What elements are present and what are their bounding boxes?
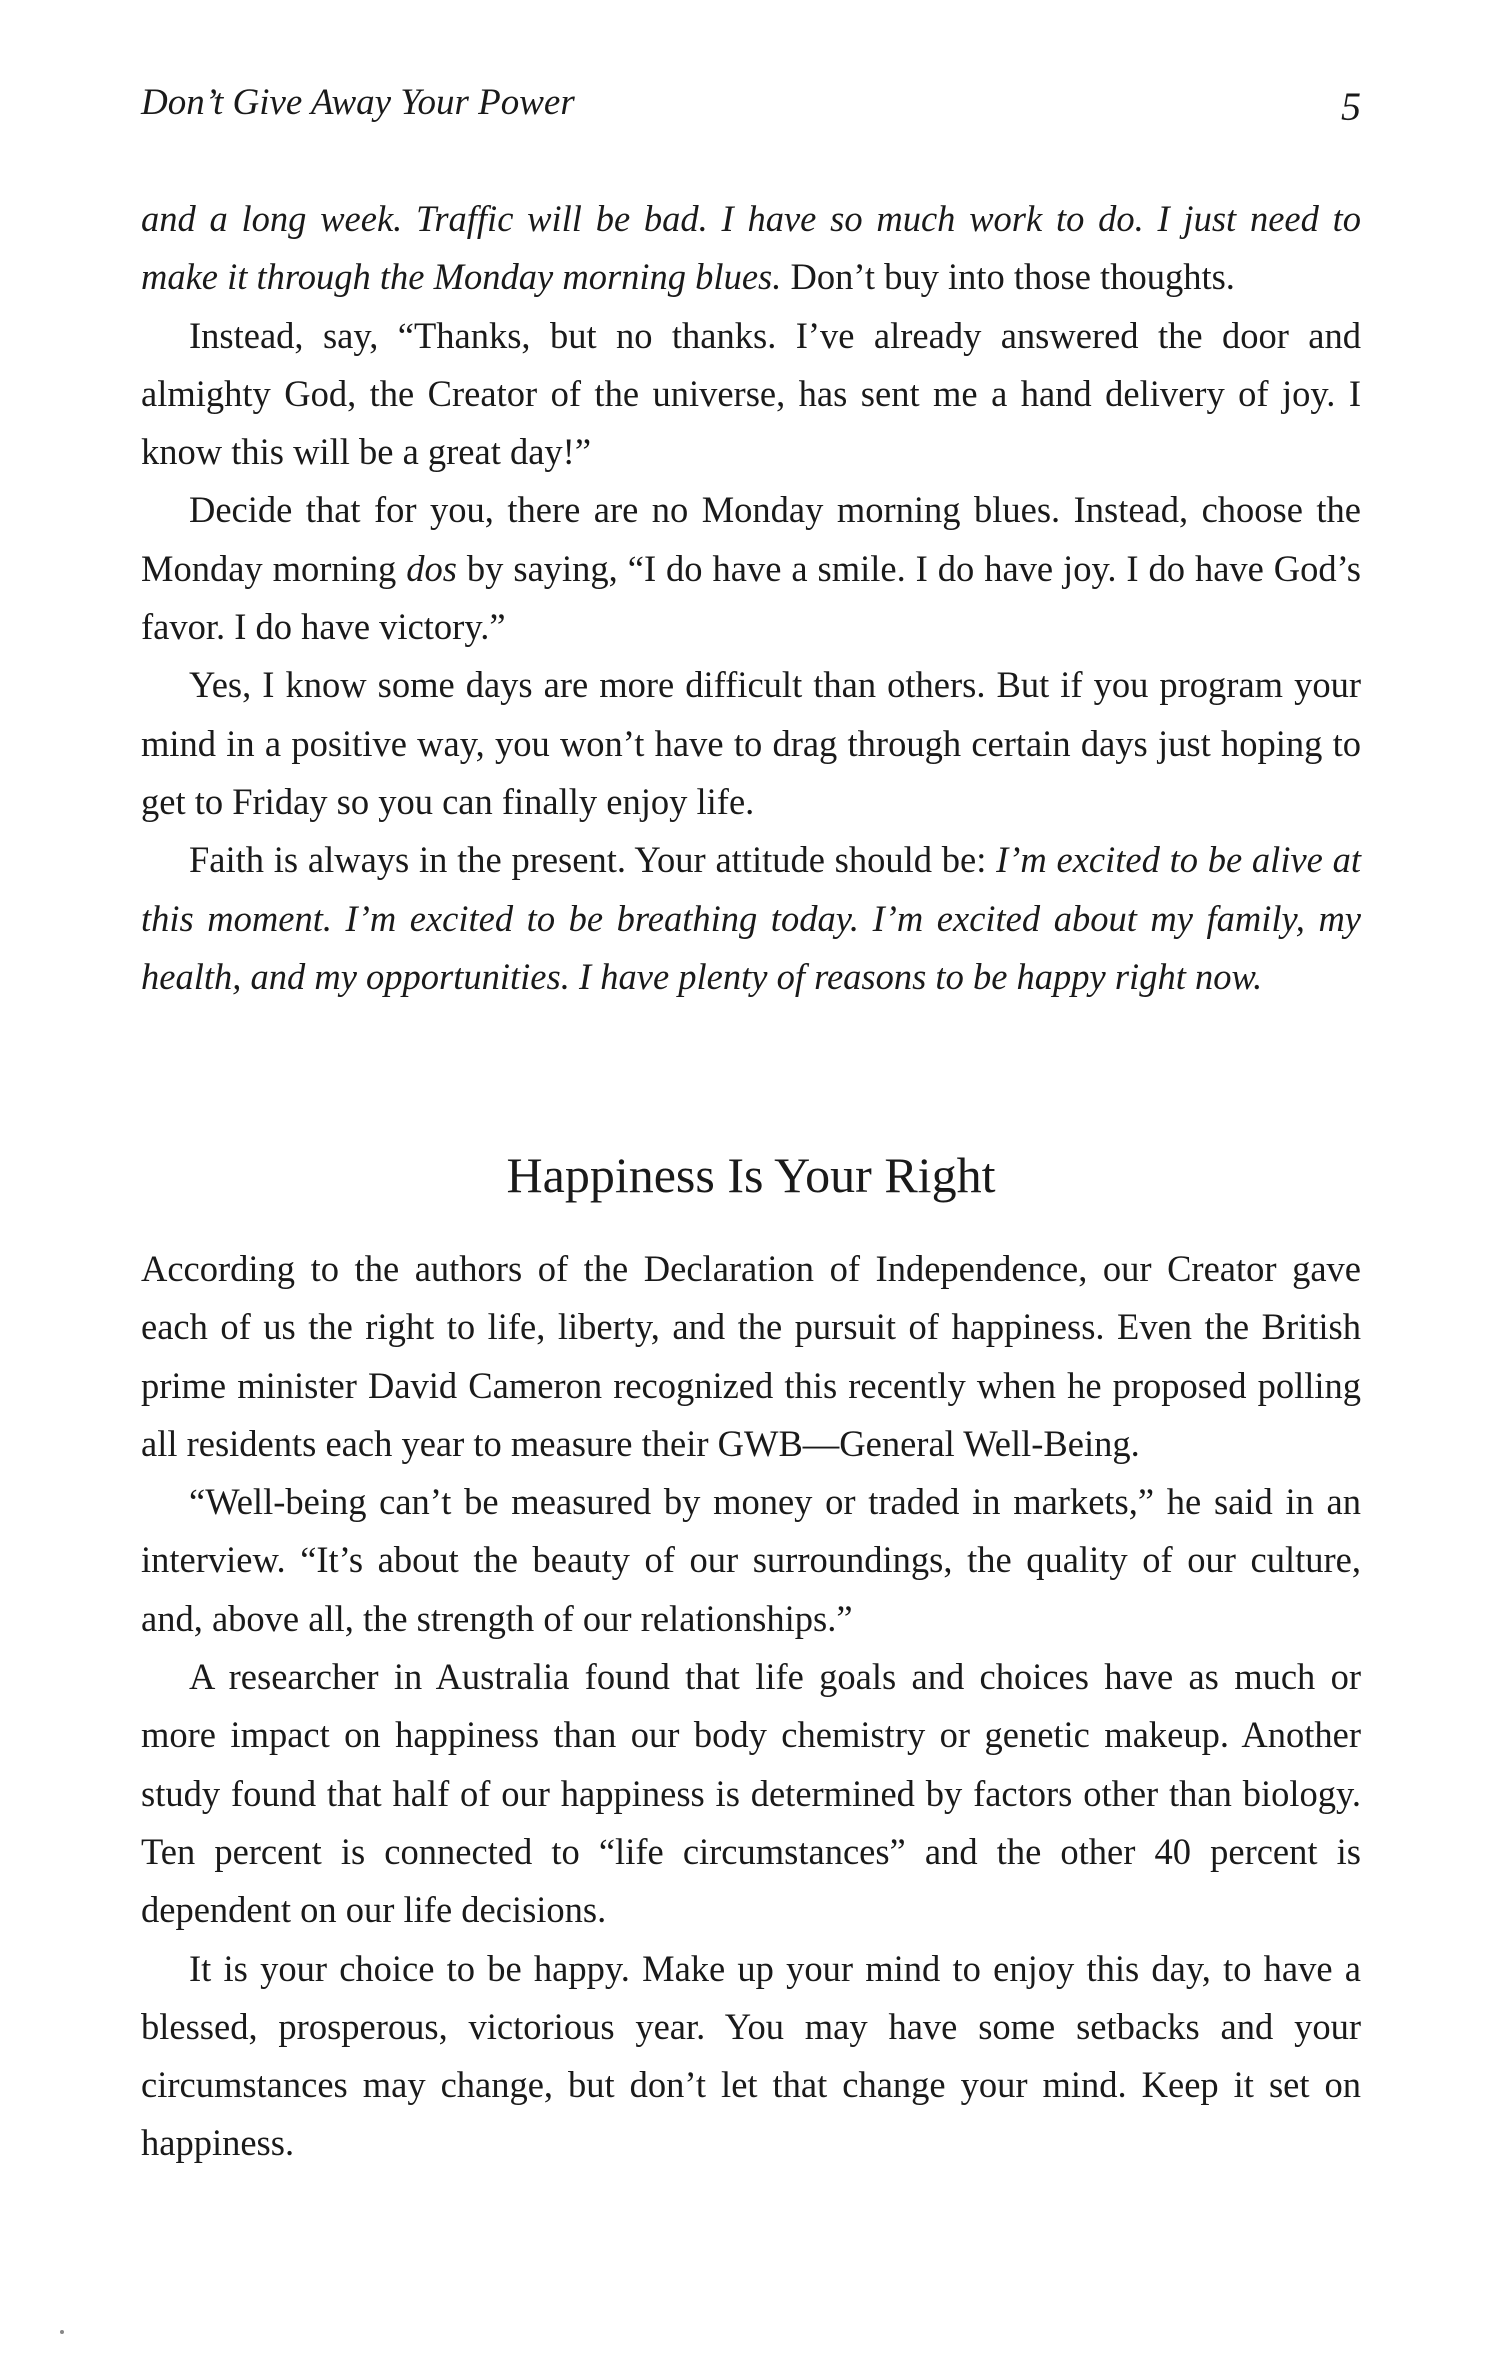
running-title: Don’t Give Away Your Power <box>141 82 575 123</box>
paragraph-text: Faith is always in the present. Your attitude should be: <box>189 839 997 881</box>
section-heading: Happiness Is Your Right <box>506 1147 996 1203</box>
running-header <box>141 78 1361 138</box>
paragraph-text-italic: dos <box>406 547 457 589</box>
paragraph <box>141 656 1361 831</box>
paragraph-text: According to the authors of the Declaration of Independence, our Creator gave each of us the right to life, liberty, and the pursuit of happiness. Even the British prime minister David Cameron recognized this recently when he proposed polling all residents each year to measure their GWB—General Well-Being. <box>141 1248 1361 1464</box>
paragraph <box>141 307 1361 482</box>
paragraph-text: by saying, “I do have a smile. I do have joy. I do have God’s favor. I do have victory.” <box>141 547 1362 648</box>
paragraph <box>141 1940 1361 2173</box>
body-text-bottom <box>141 1240 1361 2173</box>
scan-speck <box>60 2330 64 2334</box>
paragraph-text-italic: and a long week. Traffic will be bad. I have so much work to do. I just need to make it through the Monday morning blues. <box>141 198 1361 298</box>
paragraph <box>141 831 1361 1006</box>
paragraph <box>141 190 1361 307</box>
paragraph-text: Yes, I know some days are more difficult than others. But if you program your mind in a positive way, you won’t have to drag through certain days just hoping to get to Friday so you can finally enjoy life. <box>141 664 1361 822</box>
body-text-top <box>141 190 1361 1006</box>
page-number: 5 <box>1341 84 1361 129</box>
paragraph-text: It is your choice to be happy. Make up your mind to enjoy this day, to have a blessed, prosperous, victorious year. You may have some setbacks and your circumstances may change, but don’t let that change your mind. Keep it set on happiness. <box>141 1947 1361 2164</box>
paragraph-text: Decide that for you, there are no Monday morning blues. Instead, choose the Monday morning <box>141 489 1361 589</box>
paragraph <box>141 1240 1361 1473</box>
paragraph-text: Instead, say, “Thanks, but no thanks. I’ve already answered the door and almighty God, the Creator of the universe, has sent me a hand delivery of joy. I know this will be a great day!” <box>141 314 1361 473</box>
paragraph-text-italic: I’m excited to be alive at this moment. I’m excited to be breathing today. I’m excited about my family, my health, and my opportunities. I have plenty of reasons to be happy right now. <box>141 839 1362 997</box>
paragraph-text: A researcher in Australia found that life goals and choices have as much or more impact on happiness than our body chemistry or genetic makeup. Another study found that half of our happiness is determined by factors other than biology. Ten percent is connected to “life circumstances” and the other 40 percent is dependent on our life decisions. <box>141 1656 1361 1931</box>
paragraph <box>141 1648 1361 1939</box>
paragraph <box>141 1473 1361 1648</box>
paragraph-text: Don’t buy into those thoughts. <box>781 256 1235 298</box>
paragraph <box>141 481 1361 656</box>
paragraph-text: “Well-being can’t be measured by money or traded in markets,” he said in an interview. “It’s about the beauty of our surroundings, the quality of our culture, and, above all, the strength of our relationships.” <box>141 1481 1361 1639</box>
